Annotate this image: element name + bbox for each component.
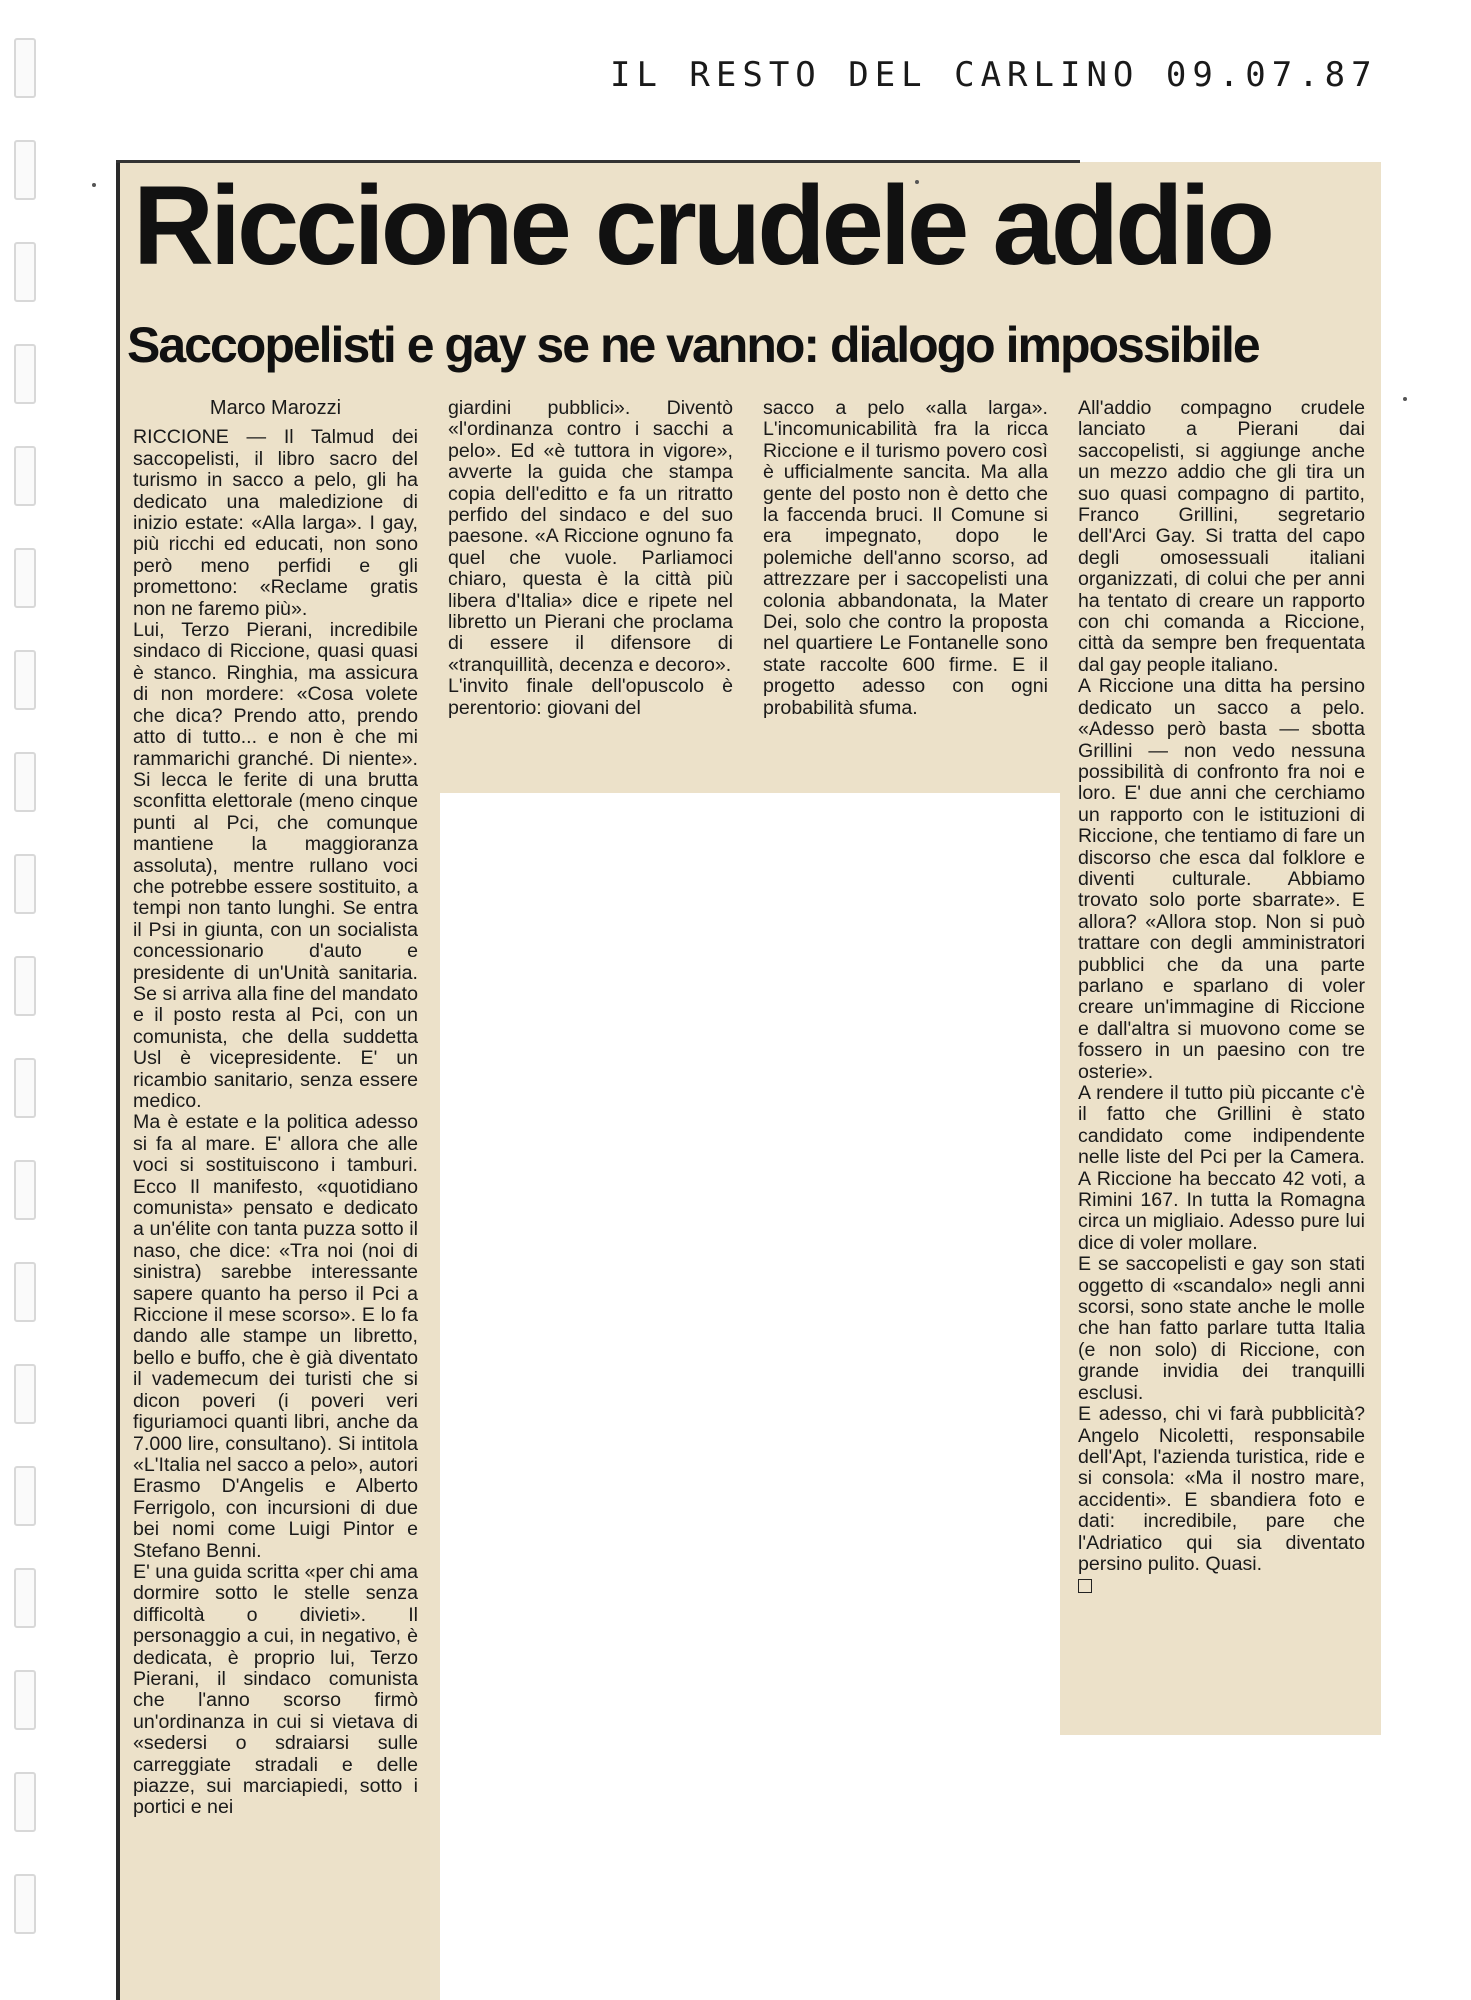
source-note: IL RESTO DEL CARLINO 09.07.87 (610, 55, 1378, 95)
article-column-1 (133, 398, 418, 1819)
binder-hole (14, 1160, 36, 1220)
end-of-article-mark (1078, 1579, 1092, 1593)
paragraph: E se saccopelisti e gay son stati oggetto di «scandalo» negli anni scorsi, sono state anche le molle che han fatto parlare tutta Italia (e non solo) di Riccione, con grande invidia dei tranquilli esclusi. (1078, 1253, 1365, 1404)
paragraph: sacco a pelo «alla larga». L'incomunicabilità fra la ricca Riccione e il turismo povero così è ufficialmente sancita. Ma alla gente del posto non è detto che la faccenda bruci. Il Comune si era impegnato, dopo le polemiche dell'anno scorso, ad attrezzare per i saccopelisti una colonia abbandonata, la Mater Dei, solo che contro la proposta nel quartiere Le Fontanelle sono state raccolte 600 firme. E il progetto adesso con ogni probabilità sfuma. (763, 397, 1048, 719)
binder-hole (14, 242, 36, 302)
paragraph: E' una guida scritta «per chi ama dormire sotto le stelle senza difficoltà o divieti». Il personaggio a cui, in negativo, è dedicata, è proprio lui, Terzo Pierani, il sindaco comunista che l'anno scorso firmò un'ordinanza in cui si vietava di «sedersi o sdraiarsi sulle carreggiate stradali e delle piazze, sui marciapiedi, sotto i portici e nei (133, 1560, 418, 1819)
paragraph: All'addio compagno crudele lanciato a Pierani dai saccopelisti, si aggiunge anche un mezzo addio che gli tira un suo quasi compagno di partito, Franco Grillini, segretario dell'Arci Gay. Si tratta del capo degli omosessuali italiani organizzati, di colui che per anni ha tentato di creare un rapporto con chi comanda a Riccione, città da sempre ben frequentata dal gay people italiano. (1078, 397, 1365, 676)
subheadline: Saccopelisti e gay se ne vanno: dialogo impossibile (127, 317, 1259, 373)
cut-out-area (440, 793, 1060, 2000)
paragraph: A Riccione una ditta ha persino dedicato un sacco a pelo. «Adesso però basta — sbotta Grillini — non vedo nessuna possibilità di confronto fra noi e loro. E' due anni che cerchiamo un rapporto con le istituzioni di Riccione, che tentiamo di fare un discorso che esca dal folklore e diventi culturale. Abbiamo trovato solo porte sbarrate». E allora? «Allora stop. Non si può trattare con degli amministratori pubblici che da una parte parlano e sparlano di voler creare un'immagine di Riccione e dall'altra si muovono come se fossero in un paesino con tre osterie». (1078, 675, 1365, 1083)
binder-hole (14, 1568, 36, 1628)
binder-hole (14, 140, 36, 200)
binder-hole (14, 548, 36, 608)
binder-hole (14, 344, 36, 404)
binder-hole (14, 1670, 36, 1730)
byline: Marco Marozzi (209, 397, 342, 419)
binder-hole (14, 1466, 36, 1526)
binder-hole (14, 1772, 36, 1832)
binder-hole (14, 38, 36, 98)
headline: Riccione crudele addio (133, 163, 1272, 288)
paragraph: L'invito finale dell'opuscolo è perentorio: giovani del (448, 675, 733, 719)
paragraph: RICCIONE — Il Talmud dei saccopelisti, il libro sacro del turismo in sacco a pelo, gli ha dedicato una maledizione di inizio estate: «Alla larga». I gay, più ricchi ed educati, non sono però meno perfidi e gli promettono: «Reclame gratis non ne faremo più». (133, 426, 418, 620)
paragraph: giardini pubblici». Diventò «l'ordinanza contro i sacchi a pelo». Ed «è tuttora in vigore», avverte la guida che stampa copia dell'editto e fa un ritratto perfido del sindaco e del suo paesone. «A Riccione ognuno fa quel che vuole. Parliamoci chiaro, questa è la città più libera d'Italia» dice e ripete nel libretto un Pierani che proclama di essere il difensore di «tranquillità, decenza e decoro». (448, 397, 733, 676)
binder-hole (14, 752, 36, 812)
speck (1403, 397, 1407, 401)
paragraph: A rendere il tutto più piccante c'è il fatto che Grillini è stato candidato come indipendente nelle liste del Pci per la Camera. A Riccione ha beccato 42 voti, a Rimini 167. In tutta la Romagna circa un migliaio. Adesso pure lui dice di voler mollare. (1078, 1082, 1365, 1254)
cut-out-corner (1060, 1735, 1471, 2000)
paragraph: E adesso, chi vi farà pubblicità? Angelo Nicoletti, responsabile dell'Apt, l'azienda turistica, ride e si consola: «Ma il nostro mare, accidenti». E sbandiera foto e dati: incredibile, pare che l'Adriatico qui sia diventato persino pulito. Quasi. (1078, 1403, 1365, 1575)
article-column-3 (763, 398, 1048, 719)
binder-hole (14, 1364, 36, 1424)
paragraph: Ma è estate e la politica adesso si fa al mare. E' allora che alle voci si sostituiscono i tamburi. Ecco Il manifesto, «quotidiano comunista» pensato e dedicato a un'élite con tanta puzza sotto il naso, che dice: «Tra noi (noi di sinistra) sarebbe interessante sapere quanto ha perso il Pci a Riccione il mese scorso». E lo fa dando alle stampe un libretto, bello e buffo, che è già diventato il vademecum dei turisti che si dicon poveri (i poveri veri figuriamoci quanti libri, anche da 7.000 lire, consultano). Si intitola «L'Italia nel sacco a pelo», autori Erasmo D'Angelis e Alberto Ferrigolo, con incursioni di due bei nomi come Luigi Pintor e Stefano Benni. (133, 1111, 418, 1562)
binder-hole (14, 650, 36, 710)
binder-hole (14, 1874, 36, 1934)
binder-hole (14, 956, 36, 1016)
speck (92, 183, 96, 187)
paragraph: Lui, Terzo Pierani, incredibile sindaco di Riccione, quasi quasi è stanco. Ringhia, ma assicura di non mordere: «Cosa volete che dica? Prendo atto, prendo atto di tutto... e non è che mi rammarichi granché. Di niente». Si lecca le ferite di una brutta sconfitta elettorale (meno cinque punti al Pci, che comunque mantiene la maggioranza assoluta), mentre rullano voci che potrebbe essere sostituito, a tempi non tanto lunghi. Se entra il Psi in giunta, con un socialista concessionario d'auto e presidente di un'Unità sanitaria. Se si arriva alla fine del mandato e il posto resta al Pci, con un comunista, che della suddetta Usl è vicepresidente. E' un ricambio sanitario, senza essere medico. (133, 619, 418, 1112)
binder-hole (14, 1262, 36, 1322)
binder-hole (14, 1058, 36, 1118)
clipping-left-edge (116, 162, 120, 2000)
article-column-2 (448, 398, 733, 719)
article-column-4 (1078, 398, 1365, 1599)
binder-hole (14, 446, 36, 506)
binder-hole (14, 854, 36, 914)
